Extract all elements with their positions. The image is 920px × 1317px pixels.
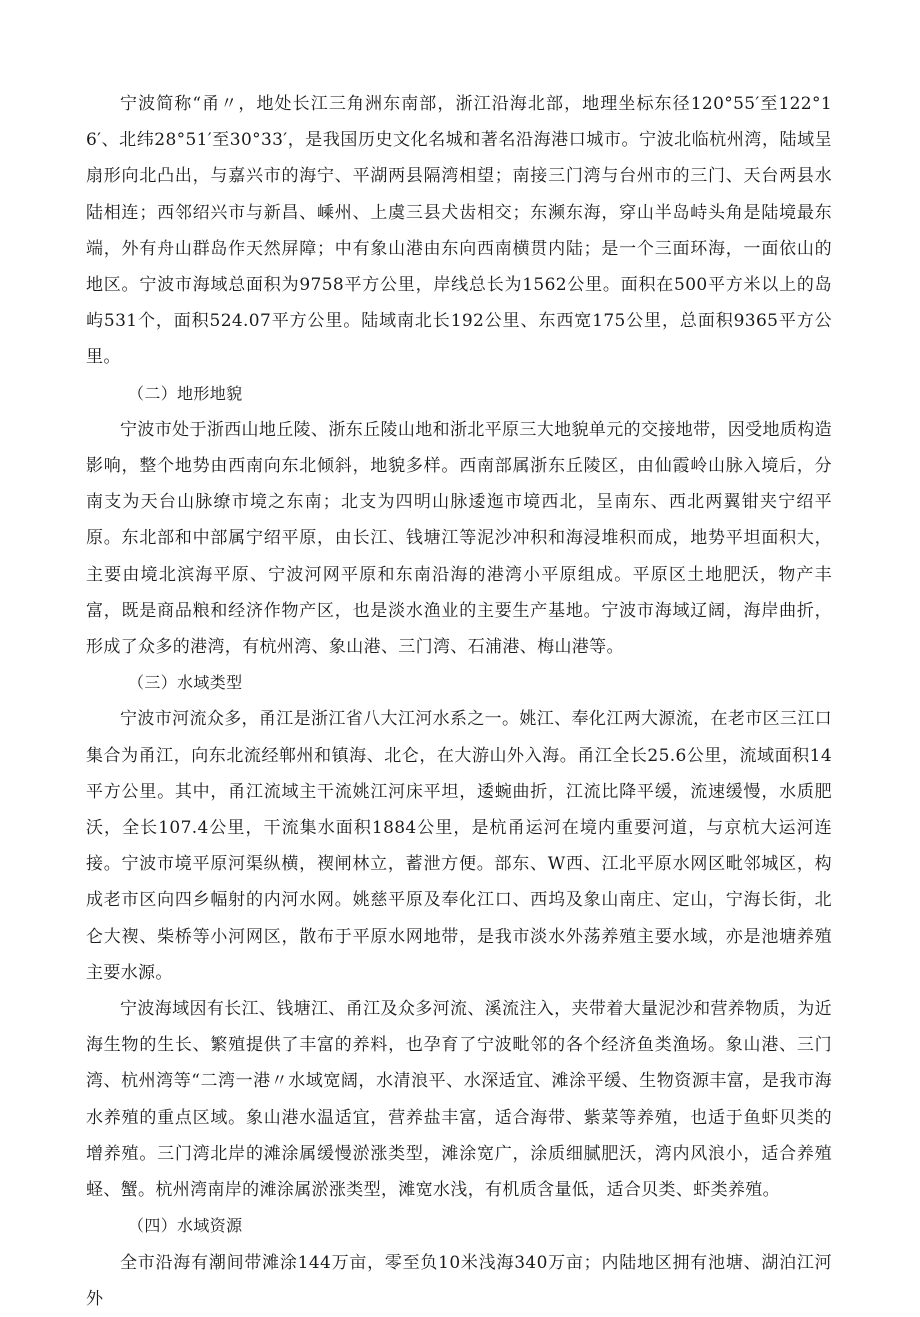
heading-water-types: （三）水域类型 xyxy=(128,673,243,693)
paragraph-terrain: 宁波市处于浙西山地丘陵、浙东丘陵山地和浙北平原三大地貌单元的交接地带，因受地质构造影响，整个地势由西南向东北倾斜，地貌多样。西南部属浙东丘陵区，由仙霞岭山脉入境后，分南支为天台山脉缭市境之东南；北支为四明山脉逶迤市境西北，呈南东、西北两翼钳夹宁绍平原。东北部和中部属宁绍平原，由长江、钱塘江等泥沙冲积和海浸堆积而成，地势平坦面积大，主要由境北滨海平原、宁波河网平原和东南沿海的港湾小平原组成。平原区土地肥沃，物产丰富，既是商品粮和经济作物产区，也是淡水渔业的主要生产基地。宁波市海域辽阔，海岸曲折，形成了众多的港湾，有杭州湾、象山港、三门湾、石浦港、梅山港等。 xyxy=(86,419,832,658)
paragraph-sea: 宁波海域因有长江、钱塘江、甬江及众多河流、溪流注入，夹带着大量泥沙和营养物质，为近海生物的生长、繁殖提供了丰富的养料，也孕育了宁波毗邻的各个经济鱼类渔场。象山港、三门湾、杭州湾等“二湾一港〃水域宽阔，水清浪平、水深适宜、滩涂平缓、生物资源丰富，是我市海水养殖的重点区域。象山港水温适宜，营养盐丰富，适合海带、紫菜等养殖，也适于鱼虾贝类的增养殖。三门湾北岸的滩涂属缓慢淤涨类型，滩涂宽广，涂质细腻肥沃，湾内风浪小，适合养殖蛏、蟹。杭州湾南岸的滩涂属淤涨类型，滩宽水浅，有机质含量低，适合贝类、虾类养殖。 xyxy=(86,999,832,1201)
paragraph-location: 宁波简称“甬〃，地处长江三角洲东南部，浙江沿海北部，地理坐标东径120°55′至122°16′、北纬28°51′至30°33′，是我国历史文化名城和著名沿海港口城市。宁波北临杭州湾，陆域呈扇形向北凸出，与嘉兴市的海宁、平湖两县隔湾相望；南接三门湾与台州市的三门、天台两县水陆相连；西邻绍兴市与新昌、嵊州、上虞三县犬齿相交；东濒东海，穿山半岛峙头角是陆境最东端，外有舟山群岛作天然屏障；中有象山港由东向西南横贯内陆；是一个三面环海，一面依山的地区。宁波市海域总面积为9758平方公里，岸线总长为1562公里。面积在500平方米以上的岛屿531个，面积524.07平方公里。陆域南北长192公里、东西宽175公里，总面积9365平方公里。 xyxy=(86,94,832,368)
document-body xyxy=(86,86,832,1317)
heading-terrain: （二）地形地貌 xyxy=(128,383,243,403)
paragraph-resources: 全市沿海有潮间带滩涂144万亩，零至负10米浅海340万亩；内陆地区拥有池塘、湖泊江河外 xyxy=(86,1252,832,1309)
heading-water-resources: （四）水域资源 xyxy=(128,1216,243,1236)
paragraph-rivers: 宁波市河流众多，甬江是浙江省八大江河水系之一。姚江、奉化江两大源流，在老市区三江口集合为甬江，向东北流经郸州和镇海、北仑，在大游山外入海。甬江全长25.6公里，流域面积14平方公里。其中，甬江流域主干流姚江河床平坦，逶蜿曲折，江流比降平缓，流速缓慢，水质肥沃，全长107.4公里，干流集水面积1884公里，是杭甬运河在境内重要河道，与京杭大运河连接。宁波市境平原河渠纵横，褉闸林立，蓄泄方便。部东、W西、江北平原水网区毗邻城区，构成老市区向四乡幅射的内河水网。姚慈平原及奉化江口、西坞及象山南庄、定山，宁海长街，北仑大褉、柴桥等小河网区，散布于平原水网地带，是我市淡水外荡养殖主要水域，亦是池塘养殖主要水源。 xyxy=(86,709,832,983)
